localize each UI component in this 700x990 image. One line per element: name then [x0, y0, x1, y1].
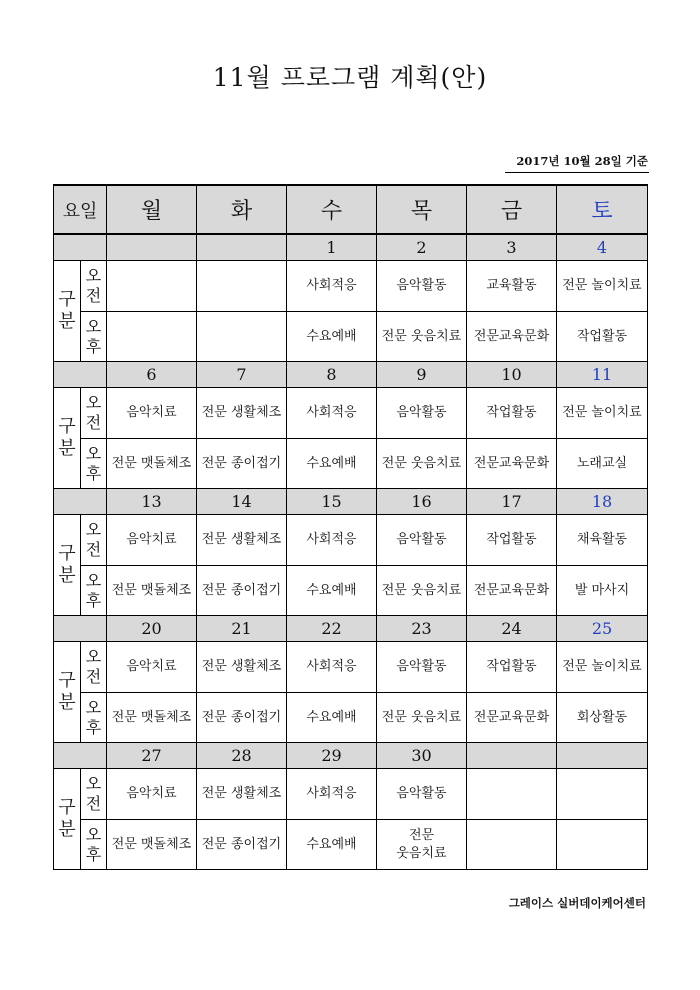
activity-cell: 전문 웃음치료 [377, 820, 467, 870]
activity-cell: 음악활동 [377, 261, 467, 312]
activity-cell: 작업활동 [467, 642, 557, 693]
activity-cell [197, 312, 287, 362]
day-mon: 월 [107, 185, 197, 234]
activity-cell: 전문 생활체조 [197, 642, 287, 693]
date-cell: 30 [377, 743, 467, 769]
day-thu: 목 [377, 185, 467, 234]
week-pm-row [54, 693, 648, 743]
time-label-char: 전 [85, 413, 102, 432]
activity-cell [467, 820, 557, 870]
date-cell: 17 [467, 489, 557, 515]
week-date-row [54, 489, 648, 515]
activity-cell: 음악활동 [377, 388, 467, 439]
time-label-char: 후 [85, 463, 102, 483]
date-row-spacer [54, 743, 107, 769]
activity-cell: 전문 종이접기 [197, 693, 287, 743]
activity-cell: 음악치료 [107, 642, 197, 693]
gubun-char: 분 [58, 311, 76, 332]
activity-cell: 전문 생활체조 [197, 388, 287, 439]
date-cell: 11 [557, 362, 648, 388]
activity-cell: 음악활동 [377, 769, 467, 820]
morning-label [81, 642, 107, 693]
date-cell: 21 [197, 616, 287, 642]
gubun-char: 구 [58, 416, 76, 437]
date-row-spacer [54, 234, 107, 261]
week-am-row [54, 515, 648, 566]
basis-underline [505, 172, 649, 173]
program-schedule-table [53, 184, 648, 870]
gubun-label [54, 515, 81, 616]
activity-cell: 전문교육문화 [467, 439, 557, 489]
activity-cell: 전문 종이접기 [197, 820, 287, 870]
activity-cell: 전문 종이접기 [197, 566, 287, 616]
time-label-char: 오 [85, 570, 102, 590]
activity-cell: 작업활동 [467, 515, 557, 566]
weekday-label: 요일 [54, 185, 107, 234]
gubun-label [54, 642, 81, 743]
activity-cell: 수요예배 [287, 439, 377, 489]
date-cell: 18 [557, 489, 648, 515]
time-label-char: 오 [85, 774, 102, 793]
activity-cell: 전문교육문화 [467, 566, 557, 616]
day-wed: 수 [287, 185, 377, 234]
gubun-label [54, 388, 81, 489]
week-date-row [54, 234, 648, 261]
activity-cell: 음악활동 [377, 642, 467, 693]
week-am-row [54, 769, 648, 820]
date-cell: 10 [467, 362, 557, 388]
time-label-char: 오 [85, 443, 102, 463]
date-cell: 3 [467, 234, 557, 261]
morning-label [81, 261, 107, 312]
activity-cell: 전문 종이접기 [197, 439, 287, 489]
date-cell: 9 [377, 362, 467, 388]
week-am-row [54, 388, 648, 439]
activity-cell: 전문 웃음치료 [377, 566, 467, 616]
activity-cell: 전문 맷돌체조 [107, 566, 197, 616]
activity-cell: 작업활동 [467, 388, 557, 439]
date-cell: 24 [467, 616, 557, 642]
activity-cell [107, 312, 197, 362]
time-label-char: 후 [85, 590, 102, 610]
activity-cell: 수요예배 [287, 820, 377, 870]
week-am-row [54, 642, 648, 693]
week-pm-row [54, 312, 648, 362]
time-label-char: 후 [85, 336, 102, 356]
week-date-row [54, 616, 648, 642]
activity-cell: 음악치료 [107, 515, 197, 566]
activity-cell: 회상활동 [557, 693, 648, 743]
activity-cell: 음악치료 [107, 388, 197, 439]
date-cell: 8 [287, 362, 377, 388]
activity-cell: 전문 맷돌체조 [107, 439, 197, 489]
date-row-spacer [54, 616, 107, 642]
activity-cell: 사회적응 [287, 261, 377, 312]
time-label-char: 오 [85, 697, 102, 717]
date-cell [467, 743, 557, 769]
weekday-header-row [54, 185, 648, 234]
gubun-label [54, 261, 81, 362]
week-date-row [54, 362, 648, 388]
time-label-char: 전 [85, 794, 102, 813]
afternoon-label [81, 566, 107, 616]
time-label-char: 오 [85, 520, 102, 539]
time-label-char: 오 [85, 266, 102, 285]
afternoon-label [81, 439, 107, 489]
date-cell: 7 [197, 362, 287, 388]
day-sat: 토 [557, 185, 648, 234]
basis-date: 2017년 10월 28일 기준 [516, 154, 648, 168]
date-cell: 28 [197, 743, 287, 769]
date-cell: 22 [287, 616, 377, 642]
date-row-spacer [54, 362, 107, 388]
date-cell: 25 [557, 616, 648, 642]
activity-cell: 사회적응 [287, 388, 377, 439]
activity-cell: 수요예배 [287, 693, 377, 743]
activity-cell: 교육활동 [467, 261, 557, 312]
activity-cell: 사회적응 [287, 769, 377, 820]
time-label-char: 후 [85, 844, 102, 864]
page-title: 11월 프로그램 계획(안) [212, 63, 488, 92]
time-label-char: 오 [85, 316, 102, 336]
time-label-char: 오 [85, 824, 102, 844]
date-cell: 20 [107, 616, 197, 642]
activity-cell: 전문 웃음치료 [377, 693, 467, 743]
activity-cell: 전문 웃음치료 [377, 312, 467, 362]
date-cell: 2 [377, 234, 467, 261]
activity-cell: 수요예배 [287, 312, 377, 362]
activity-cell [197, 261, 287, 312]
date-cell: 14 [197, 489, 287, 515]
center-name: 그레이스 실버데이케어센터 [508, 896, 646, 910]
date-cell [107, 234, 197, 261]
activity-cell: 전문 맷돌체조 [107, 693, 197, 743]
activity-cell: 전문교육문화 [467, 693, 557, 743]
time-label-char: 후 [85, 717, 102, 737]
day-fri: 금 [467, 185, 557, 234]
date-cell: 6 [107, 362, 197, 388]
date-cell [557, 743, 648, 769]
week-pm-row [54, 439, 648, 489]
activity-cell: 음악치료 [107, 769, 197, 820]
activity-cell [557, 769, 648, 820]
gubun-char: 분 [58, 438, 76, 459]
activity-cell: 전문 놀이치료 [557, 642, 648, 693]
date-cell: 27 [107, 743, 197, 769]
time-label-char: 전 [85, 286, 102, 305]
activity-cell: 전문 맷돌체조 [107, 820, 197, 870]
morning-label [81, 515, 107, 566]
activity-cell: 음악활동 [377, 515, 467, 566]
afternoon-label [81, 693, 107, 743]
activity-cell: 발 마사지 [557, 566, 648, 616]
time-label-char: 오 [85, 647, 102, 666]
week-pm-row [54, 566, 648, 616]
activity-cell: 사회적응 [287, 515, 377, 566]
gubun-label [54, 769, 81, 870]
activity-cell: 노래교실 [557, 439, 648, 489]
activity-cell [467, 769, 557, 820]
date-row-spacer [54, 489, 107, 515]
activity-cell: 작업활동 [557, 312, 648, 362]
morning-label [81, 769, 107, 820]
day-tue: 화 [197, 185, 287, 234]
gubun-char: 구 [58, 670, 76, 691]
week-am-row [54, 261, 648, 312]
week-date-row [54, 743, 648, 769]
date-cell: 16 [377, 489, 467, 515]
morning-label [81, 388, 107, 439]
gubun-char: 구 [58, 289, 76, 310]
activity-cell [107, 261, 197, 312]
gubun-char: 분 [58, 819, 76, 840]
gubun-char: 분 [58, 692, 76, 713]
date-cell: 15 [287, 489, 377, 515]
date-cell [197, 234, 287, 261]
afternoon-label [81, 820, 107, 870]
activity-cell: 채육활동 [557, 515, 648, 566]
activity-cell: 전문 웃음치료 [377, 439, 467, 489]
activity-cell: 수요예배 [287, 566, 377, 616]
gubun-char: 구 [58, 543, 76, 564]
time-label-char: 오 [85, 393, 102, 412]
activity-cell: 전문 놀이치료 [557, 261, 648, 312]
activity-cell: 전문 생활체조 [197, 769, 287, 820]
date-cell: 4 [557, 234, 648, 261]
date-cell: 23 [377, 616, 467, 642]
activity-cell: 전문 놀이치료 [557, 388, 648, 439]
afternoon-label [81, 312, 107, 362]
activity-cell: 전문교육문화 [467, 312, 557, 362]
date-cell: 29 [287, 743, 377, 769]
activity-cell: 전문 생활체조 [197, 515, 287, 566]
activity-cell: 사회적응 [287, 642, 377, 693]
time-label-char: 전 [85, 540, 102, 559]
activity-cell [557, 820, 648, 870]
week-pm-row [54, 820, 648, 870]
time-label-char: 전 [85, 667, 102, 686]
gubun-char: 구 [58, 797, 76, 818]
gubun-char: 분 [58, 565, 76, 586]
date-cell: 1 [287, 234, 377, 261]
date-cell: 13 [107, 489, 197, 515]
